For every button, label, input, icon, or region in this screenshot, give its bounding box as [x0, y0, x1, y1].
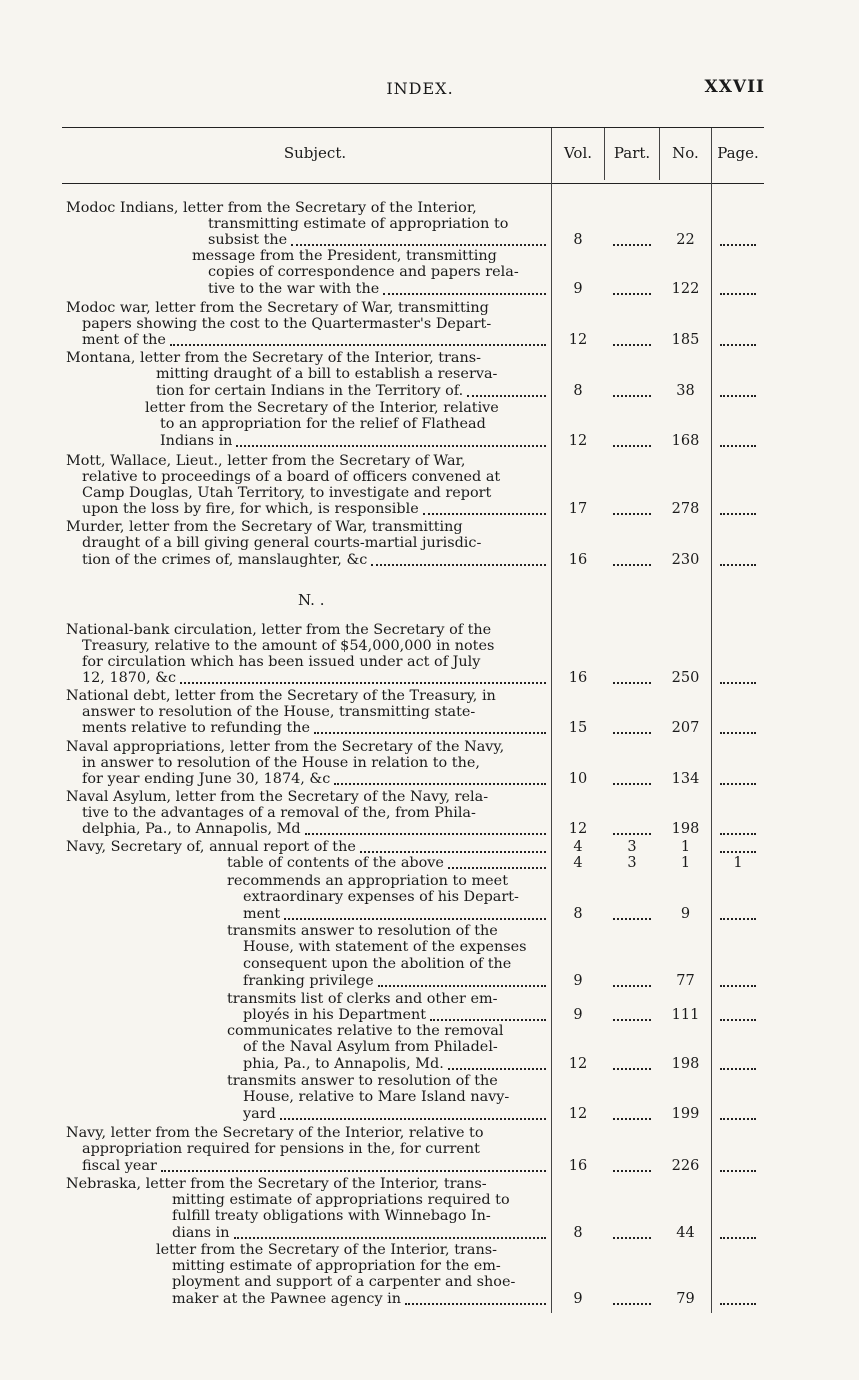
- index-line: relative to proceedings of a board of officers convened at: [82, 469, 501, 485]
- dot-leader: [378, 985, 546, 987]
- index-line: Mott, Wallace, Lieut., letter from the Secretary of War,: [66, 453, 466, 469]
- index-line: tion for certain Indians in the Territory of.: [156, 383, 464, 399]
- entry-vol: 4: [573, 855, 583, 871]
- index-line: Nebraska, letter from the Secretary of the Interior, trans-: [66, 1176, 487, 1192]
- entry-vol: 17: [568, 501, 588, 517]
- entry-part: 3: [627, 855, 637, 871]
- entry-page: 1: [733, 855, 743, 871]
- empty-cell-dots: [613, 513, 651, 515]
- index-line: consequent upon the abolition of the: [243, 956, 512, 972]
- dot-leader: [383, 293, 546, 295]
- index-line: Murder, letter from the Secretary of War, transmitting: [66, 519, 463, 535]
- entry-no: 1: [680, 839, 691, 855]
- empty-cell-dots: [613, 244, 651, 246]
- empty-cell-dots: [720, 1170, 756, 1172]
- column-header-part: Part.: [613, 144, 651, 162]
- index-line: mitting estimate of appropriations required to: [172, 1192, 510, 1208]
- index-line: House, with statement of the expenses: [243, 939, 527, 955]
- dot-leader: [423, 513, 546, 515]
- dot-leader: [180, 682, 546, 684]
- entry-vol: 4: [573, 839, 583, 855]
- index-line: Naval appropriations, letter from the Secretary of the Navy,: [66, 739, 505, 755]
- index-line: delphia, Pa., to Annapolis, Md: [82, 821, 301, 837]
- index-line: Montana, letter from the Secretary of the Interior, trans-: [66, 350, 481, 366]
- index-line: tive to the war with the: [208, 281, 380, 297]
- dot-leader: [448, 1068, 546, 1070]
- index-line: transmits list of clerks and other em-: [227, 991, 498, 1007]
- entry-no: 1: [680, 855, 691, 871]
- index-line: draught of a bill giving general courts-martial jurisdic-: [82, 535, 482, 551]
- index-line: ment of the: [82, 332, 166, 348]
- dot-leader: [305, 833, 546, 835]
- empty-cell-dots: [720, 344, 756, 346]
- index-line: letter from the Secretary of the Interior, relative: [145, 400, 499, 416]
- index-line: Navy, letter from the Secretary of the Interior, relative to: [66, 1125, 484, 1141]
- dot-leader: [448, 867, 546, 869]
- index-line: fulfill treaty obligations with Winnebago In-: [172, 1208, 491, 1224]
- index-line: transmits answer to resolution of the: [227, 1073, 498, 1089]
- entry-vol: 12: [568, 1106, 588, 1122]
- empty-cell-dots: [613, 682, 651, 684]
- empty-cell-dots: [613, 833, 651, 835]
- entry-no: 9: [680, 906, 691, 922]
- empty-cell-dots: [720, 1303, 756, 1305]
- empty-cell-dots: [613, 1118, 651, 1120]
- entry-vol: 8: [573, 1225, 583, 1241]
- empty-cell-dots: [720, 732, 756, 734]
- empty-cell-dots: [613, 1237, 651, 1239]
- empty-cell-dots: [720, 1118, 756, 1120]
- index-line: appropriation required for pensions in the, for current: [82, 1141, 480, 1157]
- index-line: to an appropriation for the relief of Flathead: [160, 416, 486, 432]
- header-bottom-rule: [62, 183, 764, 184]
- entry-no: 122: [671, 281, 700, 297]
- dot-leader: [467, 395, 546, 397]
- empty-cell-dots: [720, 564, 756, 566]
- index-line: answer to resolution of the House, transmitting state-: [82, 704, 476, 720]
- entry-vol: 8: [573, 906, 583, 922]
- index-line: ployés in his Department: [243, 1007, 427, 1023]
- empty-cell-dots: [720, 244, 756, 246]
- empty-cell-dots: [720, 513, 756, 515]
- entry-no: 77: [676, 973, 695, 989]
- index-line: Indians in: [160, 433, 233, 449]
- entry-vol: 12: [568, 332, 588, 348]
- entry-no: 199: [671, 1106, 700, 1122]
- empty-cell-dots: [613, 344, 651, 346]
- index-line: Navy, Secretary of, annual report of the: [66, 839, 356, 855]
- dot-leader: [360, 851, 546, 853]
- index-line: copies of correspondence and papers rela-: [208, 264, 519, 280]
- column-header-vol: Vol.: [563, 144, 593, 162]
- empty-cell-dots: [720, 293, 756, 295]
- empty-cell-dots: [720, 682, 756, 684]
- empty-cell-dots: [720, 985, 756, 987]
- empty-cell-dots: [720, 1068, 756, 1070]
- index-line: maker at the Pawnee agency in: [172, 1291, 402, 1307]
- empty-cell-dots: [613, 732, 651, 734]
- empty-cell-dots: [613, 1303, 651, 1305]
- entry-no: 226: [671, 1158, 700, 1174]
- page-number: XXVII: [704, 77, 765, 97]
- dot-leader: [234, 1237, 547, 1239]
- index-line: ment: [243, 906, 281, 922]
- entry-vol: 9: [573, 1291, 583, 1307]
- column-header-page: Page.: [717, 144, 759, 162]
- entry-no: 250: [671, 670, 700, 686]
- dot-leader: [405, 1303, 546, 1305]
- index-line: recommends an appropriation to meet: [227, 873, 508, 889]
- empty-cell-dots: [613, 985, 651, 987]
- entry-no: 79: [676, 1291, 695, 1307]
- empty-cell-dots: [720, 395, 756, 397]
- index-line: dians in: [172, 1225, 230, 1241]
- empty-cell-dots: [613, 395, 651, 397]
- index-line: extraordinary expenses of his Depart-: [243, 889, 519, 905]
- index-line: Naval Asylum, letter from the Secretary of the Navy, rela-: [66, 789, 489, 805]
- empty-cell-dots: [720, 445, 756, 447]
- index-line: phia, Pa., to Annapolis, Md.: [243, 1056, 444, 1072]
- empty-cell-dots: [720, 851, 756, 853]
- index-line: for circulation which has been issued under act of July: [82, 654, 481, 670]
- empty-cell-dots: [613, 783, 651, 785]
- entry-vol: 9: [573, 281, 583, 297]
- empty-cell-dots: [720, 1237, 756, 1239]
- index-line: papers showing the cost to the Quartermaster's Depart-: [82, 316, 492, 332]
- dot-leader: [334, 783, 546, 785]
- empty-cell-dots: [720, 1019, 756, 1021]
- empty-cell-dots: [720, 783, 756, 785]
- index-line: tion of the crimes of, manslaughter, &c: [82, 552, 368, 568]
- dot-leader: [284, 918, 546, 920]
- entry-vol: 12: [568, 433, 588, 449]
- column-header-subject: Subject.: [283, 144, 347, 162]
- dot-leader: [170, 344, 546, 346]
- entry-no: 134: [671, 771, 700, 787]
- dot-leader: [291, 244, 546, 246]
- index-line: of the Naval Asylum from Philadel-: [243, 1039, 498, 1055]
- entry-no: 111: [671, 1007, 700, 1023]
- entry-no: 44: [676, 1225, 695, 1241]
- index-line: mitting draught of a bill to establish a reserva-: [156, 366, 498, 382]
- entry-no: 185: [671, 332, 700, 348]
- entry-part: 3: [627, 839, 637, 855]
- index-line: ployment and support of a carpenter and shoe-: [172, 1274, 516, 1290]
- dot-leader: [314, 732, 546, 734]
- index-line: subsist the: [208, 232, 288, 248]
- index-line: Modoc war, letter from the Secretary of War, transmitting: [66, 300, 489, 316]
- entry-vol: 10: [568, 771, 588, 787]
- empty-cell-dots: [613, 445, 651, 447]
- empty-cell-dots: [613, 293, 651, 295]
- dot-leader: [236, 445, 546, 447]
- entry-vol: 16: [568, 670, 588, 686]
- index-line: fiscal year: [82, 1158, 157, 1174]
- index-line: House, relative to Mare Island navy-: [243, 1089, 510, 1105]
- entry-no: 198: [671, 1056, 700, 1072]
- empty-cell-dots: [613, 918, 651, 920]
- index-line: Treasury, relative to the amount of $54,000,000 in notes: [82, 638, 495, 654]
- entry-no: 38: [676, 383, 695, 399]
- entry-no: 168: [671, 433, 700, 449]
- entry-vol: 9: [573, 1007, 583, 1023]
- running-head: INDEX.: [386, 79, 454, 98]
- index-line: mitting estimate of appropriation for the em-: [172, 1258, 501, 1274]
- index-line: in answer to resolution of the House in relation to the,: [82, 755, 480, 771]
- entry-no: 207: [671, 720, 700, 736]
- index-line: Camp Douglas, Utah Territory, to investigate and report: [82, 485, 492, 501]
- index-line: letter from the Secretary of the Interior, trans-: [156, 1242, 497, 1258]
- entry-vol: 16: [568, 1158, 588, 1174]
- index-line: franking privilege: [243, 973, 374, 989]
- entry-vol: 12: [568, 821, 588, 837]
- index-line: for year ending June 30, 1874, &c: [82, 771, 331, 787]
- index-line: transmitting estimate of appropriation to: [208, 216, 509, 232]
- empty-cell-dots: [613, 564, 651, 566]
- index-line: Modoc Indians, letter from the Secretary of the Interior,: [66, 200, 477, 216]
- dot-leader: [161, 1170, 546, 1172]
- entry-vol: 8: [573, 383, 583, 399]
- section-letter: N. .: [298, 591, 325, 609]
- entry-vol: 16: [568, 552, 588, 568]
- entry-no: 230: [671, 552, 700, 568]
- entry-vol: 8: [573, 232, 583, 248]
- entry-no: 198: [671, 821, 700, 837]
- index-line: yard: [243, 1106, 276, 1122]
- entry-no: 22: [676, 232, 695, 248]
- empty-cell-dots: [613, 1068, 651, 1070]
- index-line: message from the President, transmitting: [192, 248, 497, 264]
- empty-cell-dots: [613, 1019, 651, 1021]
- entry-vol: 15: [568, 720, 588, 736]
- dot-leader: [280, 1118, 546, 1120]
- index-line: tive to the advantages of a removal of the, from Phila-: [82, 805, 476, 821]
- dot-leader: [371, 564, 546, 566]
- index-line: upon the loss by fire, for which, is responsible: [82, 501, 419, 517]
- index-line: National debt, letter from the Secretary of the Treasury, in: [66, 688, 496, 704]
- index-line: communicates relative to the removal: [227, 1023, 504, 1039]
- empty-cell-dots: [613, 1170, 651, 1172]
- index-line: National-bank circulation, letter from the Secretary of the: [66, 622, 492, 638]
- dot-leader: [430, 1019, 546, 1021]
- index-line: table of contents of the above: [227, 855, 444, 871]
- index-line: 12, 1870, &c: [82, 670, 177, 686]
- entry-no: 278: [671, 501, 700, 517]
- entry-vol: 9: [573, 973, 583, 989]
- column-divider-page: [711, 128, 712, 1313]
- column-header-no: No.: [672, 144, 699, 162]
- entry-vol: 12: [568, 1056, 588, 1072]
- empty-cell-dots: [720, 918, 756, 920]
- empty-cell-dots: [720, 833, 756, 835]
- index-line: ments relative to refunding the: [82, 720, 311, 736]
- index-line: transmits answer to resolution of the: [227, 923, 498, 939]
